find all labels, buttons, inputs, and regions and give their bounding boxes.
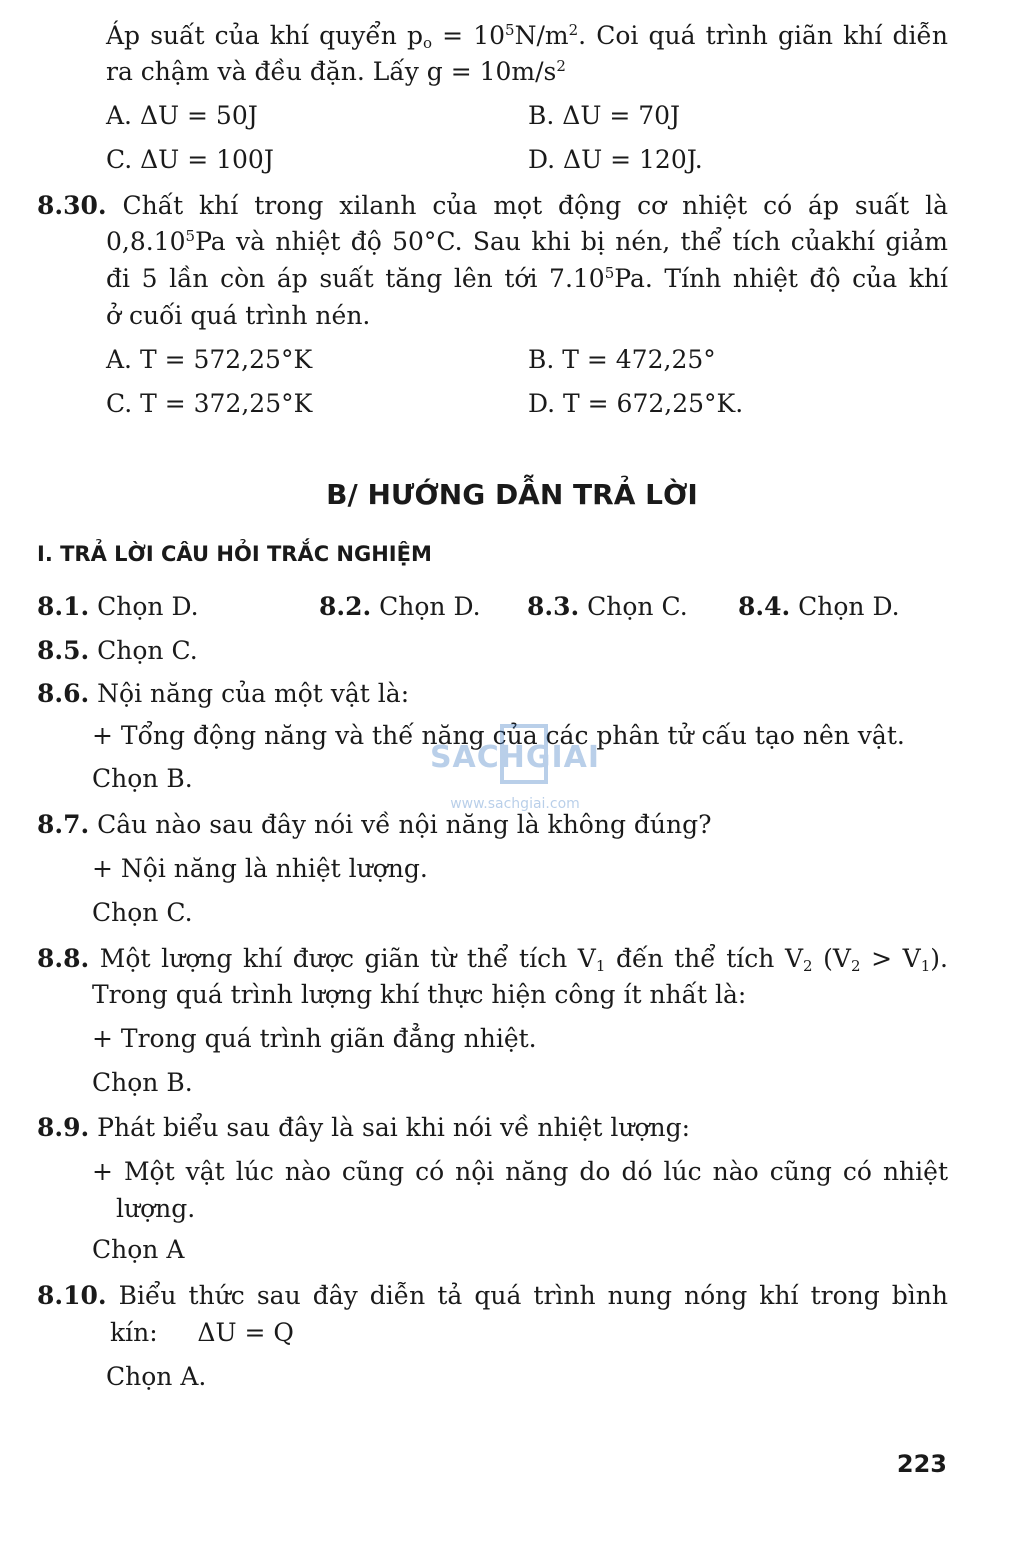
watermark-logo-text: SACHGIAI (429, 740, 601, 775)
subscript: 2 (850, 957, 861, 975)
watermark-url: www.sachgiai.com (450, 796, 580, 812)
sachgiai-watermark (410, 722, 620, 822)
text: Câu nào sau đây nói về nội năng là không đúng? (89, 810, 712, 839)
text: . Coi quá trình giãn khí diễn (578, 21, 948, 50)
text: Pa và nhiệt độ 50°C. Sau khi bị nén, thể tích củakhí giảm (195, 227, 948, 256)
problem-text-line (106, 54, 566, 90)
text: đến thể tích V (605, 944, 804, 973)
answer-8-10-choice: Chọn A. (106, 1362, 207, 1391)
text: Chọn D. (371, 592, 481, 621)
text: Chọn D. (790, 592, 900, 621)
answer-number: 8.4. (738, 592, 791, 621)
text: Phát biểu sau đây là sai khi nói về nhiệt lượng: (89, 1113, 691, 1142)
superscript: 5 (185, 227, 196, 245)
text: ). (930, 944, 948, 973)
text: Nội năng của một vật là: (89, 679, 410, 708)
text: Áp suất của khí quyển p (106, 21, 423, 50)
answer-8-6-detail: + Tổng động năng và thế năng của các phân tử cấu tạo nên vật. (92, 721, 905, 750)
answer-8-9-detail: + Một vật lúc nào cũng có nội năng do dó lúc nào cũng có nhiệt (92, 1157, 948, 1186)
section-subheading: I. TRẢ LỜI CÂU HỎI TRẮC NGHIỆM (37, 542, 432, 566)
question-number: 8.30. (37, 191, 107, 220)
answer-8-10-line2: kín: ΔU = Q (110, 1318, 294, 1347)
text: 0,8.10 (106, 227, 186, 256)
superscript: 2 (568, 21, 579, 39)
answer-8-6 (37, 676, 409, 712)
text: Chọn D. (89, 592, 199, 621)
answer-8-10 (37, 1278, 948, 1314)
option-a: A. ΔU = 50J (106, 101, 258, 130)
question-830-line (106, 224, 948, 260)
option-c: C. ΔU = 100J (106, 145, 274, 174)
superscript: 2 (556, 57, 566, 75)
text: Chọn C. (89, 636, 198, 665)
answer-8-7-choice: Chọn C. (92, 898, 193, 927)
answer-number: 8.1. (37, 592, 90, 621)
option-b: B. ΔU = 70J (528, 101, 681, 130)
answer-number: 8.3. (527, 592, 580, 621)
option-d: D. ΔU = 120J. (528, 145, 703, 174)
option-a: A. T = 572,25°K (106, 345, 313, 374)
answer-8-7-detail: + Nội năng là nhiệt lượng. (92, 854, 428, 883)
answer-number: 8.2. (319, 592, 372, 621)
text: (V (812, 944, 851, 973)
question-830-line (106, 261, 948, 297)
answer-number: 8.10. (37, 1281, 107, 1310)
answer-8-6-choice: Chọn B. (92, 764, 193, 793)
subscript: 1 (920, 957, 931, 975)
subscript: 2 (803, 957, 813, 975)
answer-8-8-choice: Chọn B. (92, 1068, 193, 1097)
text: = 10 (432, 21, 506, 50)
text: Pa. Tính nhiệt độ của khí (614, 264, 948, 293)
answer-8-9 (37, 1110, 690, 1146)
text: N/m (514, 21, 569, 50)
text: ra chậm và đều đặn. Lấy g = 10m/s (106, 57, 557, 86)
answer-number: 8.7. (37, 810, 90, 839)
text: đi 5 lần còn áp suất tăng lên tới 7.10 (106, 264, 605, 293)
answer-8-8-line2: Trong quá trình lượng khí thực hiện công ít nhất là: (92, 980, 747, 1009)
superscript: 5 (505, 21, 515, 39)
question-830-line (37, 188, 948, 224)
answer-8-3 (527, 589, 688, 625)
section-heading: B/ HƯỚNG DẪN TRẢ LỜI (326, 478, 698, 511)
answer-number: 8.6. (37, 679, 90, 708)
text: Chất khí trong xilanh của mọt động cơ nhiệt có áp suất là (122, 191, 948, 220)
answer-8-4 (738, 589, 900, 625)
subscript: 1 (595, 957, 606, 975)
superscript: 5 (604, 264, 615, 282)
page-number: 223 (896, 1450, 947, 1478)
answer-8-9-detail-cont: lượng. (116, 1194, 196, 1223)
question-830-line: ở cuối quá trình nén. (106, 301, 371, 330)
option-b: B. T = 472,25° (528, 345, 716, 374)
answer-8-8 (37, 941, 948, 977)
text: Một lượng khí được giãn từ thể tích V (89, 944, 596, 973)
option-c: C. T = 372,25°K (106, 389, 313, 418)
answer-8-1 (37, 589, 199, 625)
answer-8-2 (319, 589, 481, 625)
option-d: D. T = 672,25°K. (528, 389, 744, 418)
answer-8-5 (37, 633, 198, 669)
text: Biểu thức sau đây diễn tả quá trình nung nóng khí trong bình (106, 1281, 948, 1310)
text: > V (860, 944, 921, 973)
problem-text-line (106, 18, 948, 54)
answer-number: 8.9. (37, 1113, 90, 1142)
answer-number: 8.5. (37, 636, 90, 665)
text: Chọn C. (579, 592, 688, 621)
answer-8-8-detail: + Trong quá trình giãn đẳng nhiệt. (92, 1024, 537, 1053)
subscript: o (422, 34, 433, 52)
answer-number: 8.8. (37, 944, 90, 973)
answer-8-9-choice: Chọn A (92, 1235, 185, 1264)
